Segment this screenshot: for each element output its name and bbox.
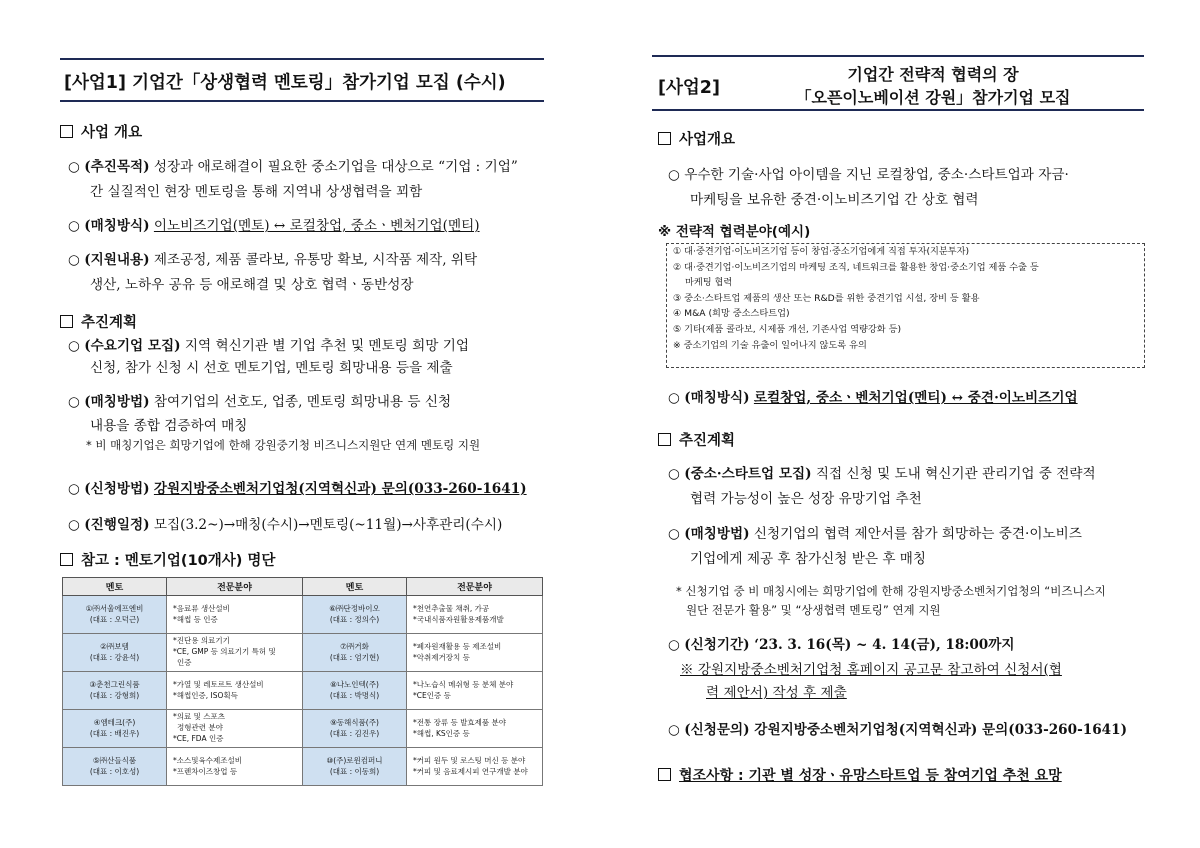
checkbox-square-icon	[60, 125, 73, 138]
mentor-cell: ②㈜보템 (대표 : 강윤석)	[63, 634, 167, 672]
right-match-note-1: * 신청기업 중 비 매칭시에는 희망기업에 한해 강원지방중소벤처기업청의 “비즈니스지	[676, 584, 1106, 598]
table-header-row	[63, 578, 543, 596]
schedule-line: ○ (진행일정) 모집(3.2~)→매칭(수시)→멘토링(~11월)→사후관리(수시)	[68, 517, 503, 533]
mentor-table	[62, 577, 543, 786]
checkbox-square-icon	[60, 315, 73, 328]
left-title: [사업1] 기업간「상생협력 멘토링」참가기업 모집 (수시)	[64, 73, 506, 93]
match-procedure-line: ○ (매칭방법) 참여기업의 선호도, 업종, 멘토링 희망내용 등 신청	[68, 394, 452, 410]
right-section-plan-heading: 추진계획	[658, 429, 735, 450]
field-cell: *나노습식 메쉬형 등 분체 분야 *CE인증 등	[407, 672, 543, 710]
mentor-cell: ⑦㈜거화 (대표 : 엄기현)	[303, 634, 407, 672]
right-section-overview-heading: 사업개요	[658, 128, 735, 149]
inquiry-line: ○ (신청문의) 강원지방중소벤처기업청(지역혁신과) 문의(033-260-1641)	[668, 722, 1128, 738]
field-cell: *커피 원두 및 로스팅 머신 등 분야 *커피 및 음료제시피 연구개발 분야	[407, 748, 543, 786]
field-cell: *음료류 생산설비 *해썹 등 인증	[167, 596, 303, 634]
field-cell: *가열 및 레토르트 생산설비 *해썹인증, ISO획득	[167, 672, 303, 710]
table-row	[63, 672, 543, 710]
mentor-cell: ④엠테크(주) (대표 : 배진우)	[63, 710, 167, 748]
checkbox-square-icon	[60, 553, 73, 566]
startup-recruit-line-2: 협력 가능성이 높은 성장 유망기업 추천	[690, 491, 922, 507]
table-row	[63, 710, 543, 748]
apply-period-sub-2: 력 제안서) 작성 후 제출	[706, 685, 847, 701]
mentor-cell: ①㈜서울에프엔비 (대표 : 오덕근)	[63, 596, 167, 634]
purpose-line: ○ (추진목적) 성장과 애로해결이 필요한 중소기업을 대상으로 “기업 : 기업”	[68, 159, 518, 175]
matching-method-line: ○ (매칭방식) 이노비즈기업(멘토) ↔ 로컬창업, 중소ㆍ벤처기업(멘티)	[68, 218, 480, 234]
right-title-tag: [사업2]	[658, 78, 720, 98]
apply-period-line: ○ (신청기간) ‘23. 3. 16(목) ~ 4. 14(금), 18:00까지	[668, 637, 1015, 653]
field-cell: *의료 및 스포츠 정형관련 분야 *CE, FDA 인증	[167, 710, 303, 748]
right-title-box	[652, 55, 1144, 111]
checkbox-square-icon	[658, 132, 671, 145]
match-procedure-line-2: 내용을 종합 검증하여 매칭	[90, 418, 248, 434]
table-header: 멘토	[63, 578, 167, 596]
right-match-procedure-line: ○ (매칭방법) 신청기업의 협력 제안서를 참가 희망하는 중견·이노비즈	[668, 526, 1082, 542]
strategic-item: ④ M&A (희망 중소스타트업)	[673, 308, 790, 320]
table-row	[63, 596, 543, 634]
section-plan-heading: 추진계획	[60, 311, 137, 332]
strategic-item: ② 대·중견기업·이노비즈기업의 마케팅 조직, 네트워크를 활용한 창업·중소기업 제품 수출 등	[673, 261, 1039, 273]
field-cell: *진단용 의료기기 *CE, GMP 등 의료기기 특허 및 인증	[167, 634, 303, 672]
right-overview-line-2: 마케팅을 보유한 중견·이노비즈기업 간 상호 협력	[690, 192, 979, 208]
checkbox-square-icon	[658, 433, 671, 446]
strategic-item: ※ 중소기업의 기술 유출이 일어나지 않도록 유의	[673, 339, 867, 351]
match-procedure-note: * 비 매칭기업은 희망기업에 한해 강원중기청 비즈니스지원단 연계 멘토링 지원	[86, 438, 481, 452]
section-overview-heading: 사업 개요	[60, 121, 142, 142]
right-match-note-2: 원단 전문가 활용” 및 “상생협력 멘토링” 연계 지원	[686, 603, 941, 617]
strategic-item: ① 대·중견기업·이노비즈기업 등이 창업·중소기업에게 직접 투자(지분투자)	[673, 246, 970, 257]
strategic-fields-heading: ※ 전략적 협력분야(예시)	[658, 224, 811, 240]
field-cell: *소스및육수제조설비 *프렌차이즈창업 등	[167, 748, 303, 786]
strategic-fields-box	[666, 243, 1145, 368]
recruit-line: ○ (수요기업 모집) 지역 혁신기관 별 기업 추천 및 멘토링 희망 기업	[68, 338, 469, 354]
table-header: 전문분야	[167, 578, 303, 596]
right-title-line-1: 기업간 전략적 협력의 장	[847, 65, 1019, 84]
apply-method-line: ○ (신청방법) 강원지방중소벤처기업청(지역혁신과) 문의(033-260-1641)	[68, 481, 527, 497]
mentor-cell: ⑤㈜산들식품 (대표 : 이호성)	[63, 748, 167, 786]
mentor-cell: ⑩(주)로윈컴퍼니 (대표 : 이동희)	[303, 748, 407, 786]
checkbox-square-icon	[658, 768, 671, 781]
strategic-item: ③ 중소·스타트업 제품의 생산 또는 R&D를 위한 중견기업 시설, 장비 등 활용	[673, 292, 980, 304]
right-title-line-2: 「오픈이노베이션 강원」참가기업 모집	[795, 88, 1071, 107]
field-cell: *천연추출물 채취, 가공 *국내식품자원활용제품개발	[407, 596, 543, 634]
table-row	[63, 634, 543, 672]
apply-period-sub-1: ※ 강원지방중소벤처기업청 홈페이지 공고문 참고하여 신청서(협	[680, 662, 1062, 678]
purpose-line-2: 간 실질적인 현장 멘토링을 통해 지역내 상생협력을 꾀함	[90, 184, 423, 200]
field-cell: *전통 장류 등 발효제품 분야 *해썹, KS인증 등	[407, 710, 543, 748]
support-line-2: 생산, 노하우 공유 등 애로해결 및 상호 협력ㆍ동반성장	[90, 277, 414, 293]
support-line: ○ (지원내용) 제조공정, 제품 콜라보, 유통망 확보, 시작품 제작, 위탁	[68, 252, 478, 268]
table-header: 멘토	[303, 578, 407, 596]
mentor-cell: ⑥㈜단정바이오 (대표 : 정의수)	[303, 596, 407, 634]
strategic-item: ⑤ 기타(제품 콜라보, 시제품 개선, 기존사업 역량강화 등)	[673, 323, 902, 335]
table-header: 전문분야	[407, 578, 543, 596]
table-row	[63, 748, 543, 786]
cooperation-heading: 협조사항 : 기관 별 성장ㆍ유망스타트업 등 참여기업 추천 요망	[658, 765, 1062, 785]
right-match-procedure-line-2: 기업에게 제공 후 참가신청 받은 후 매칭	[690, 551, 927, 567]
startup-recruit-line: ○ (중소·스타트업 모집) 직접 신청 및 도내 혁신기관 관리기업 중 전략적	[668, 466, 1096, 482]
section-mentor-list-heading: 참고 : 멘토기업(10개사) 명단	[60, 549, 275, 570]
right-overview-line: ○ 우수한 기술·사업 아이템을 지닌 로컬창업, 중소·스타트업과 자금·	[668, 167, 1069, 183]
field-cell: *폐자원재활용 등 제조설비 *악취제거장치 등	[407, 634, 543, 672]
right-matching-method-line: ○ (매칭방식) 로컬창업, 중소ㆍ벤처기업(멘티) ↔ 중견·이노비즈기업	[668, 390, 1078, 406]
mentor-cell: ⑧나노인텍(주) (대표 : 박명식)	[303, 672, 407, 710]
right-page	[600, 0, 1200, 848]
mentor-cell: ③춘천그린식품 (대표 : 강형희)	[63, 672, 167, 710]
mentor-cell: ⑨동해식품(주) (대표 : 김진우)	[303, 710, 407, 748]
recruit-line-2: 신청, 참가 신청 시 선호 멘토기업, 멘토링 희망내용 등을 제출	[90, 360, 453, 376]
strategic-item: 마케팅 협력	[685, 277, 733, 289]
left-title-box	[60, 58, 544, 102]
